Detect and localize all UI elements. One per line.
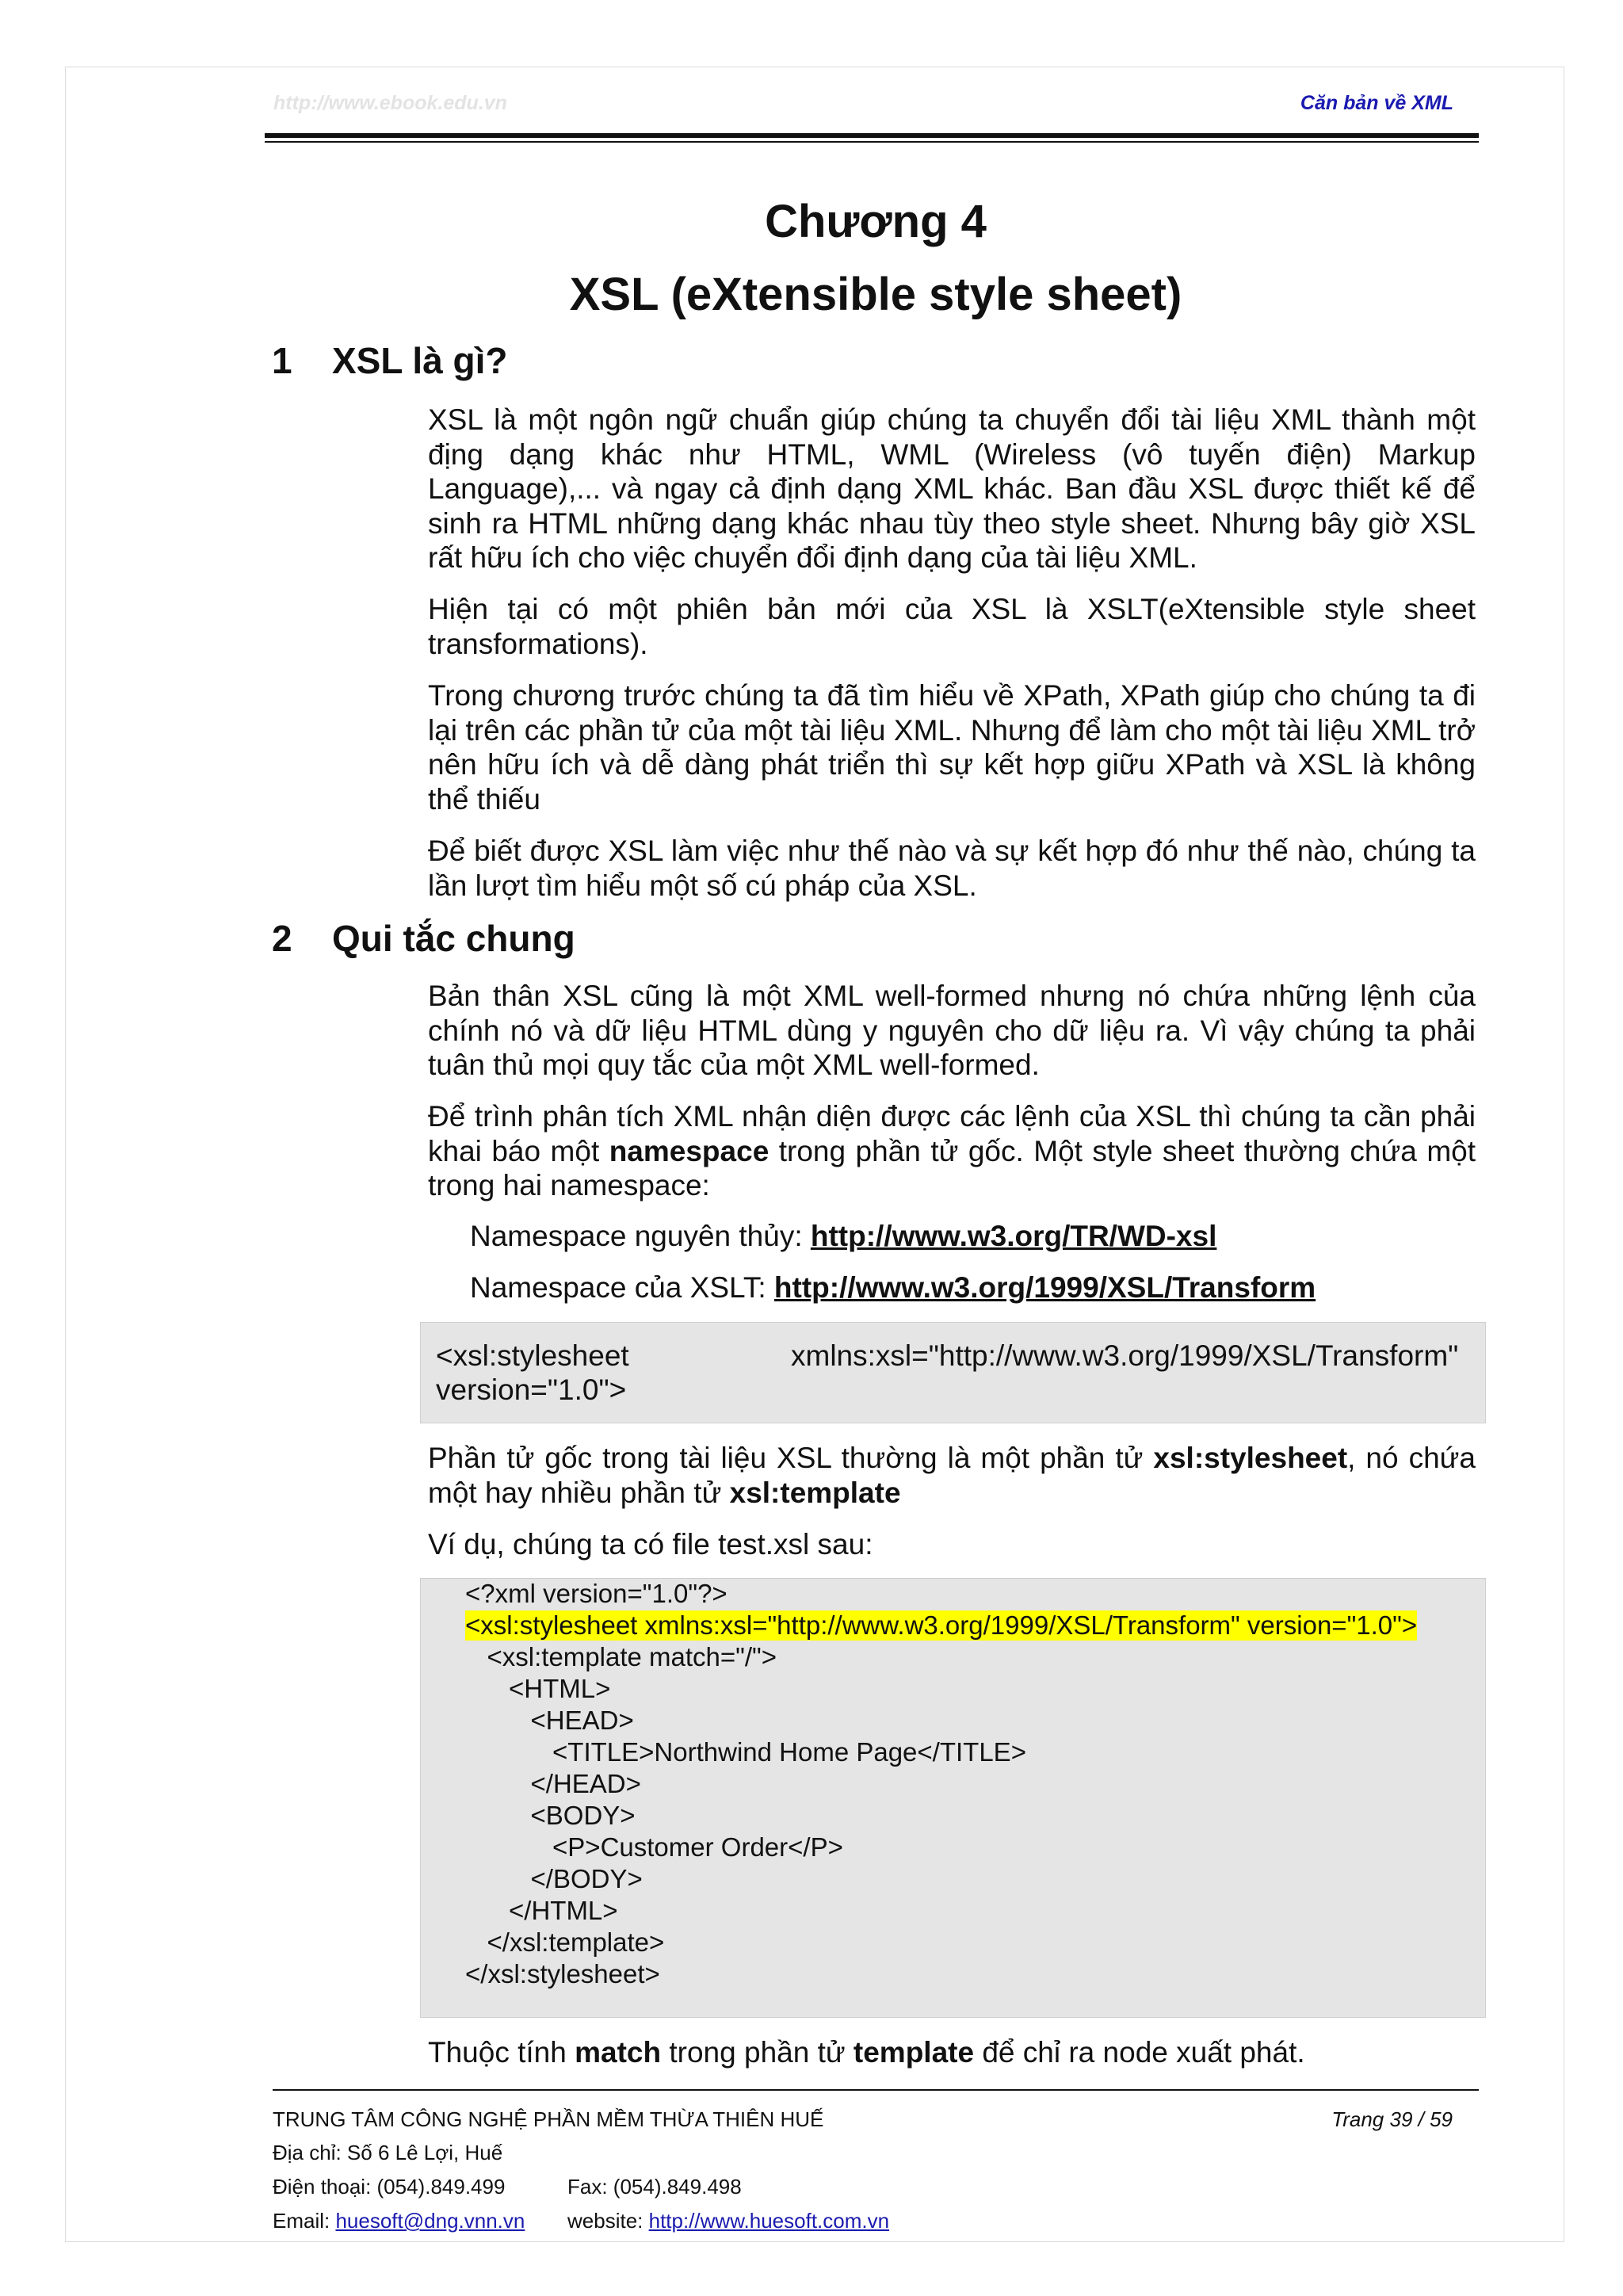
email-link[interactable]: huesoft@dng.vnn.vn (335, 2209, 525, 2233)
section-number: 1 (272, 340, 292, 381)
section-2-heading (272, 917, 575, 960)
code-line: </BODY> (465, 1864, 643, 1893)
paragraph: Ví dụ, chúng ta có file test.xsl sau: (428, 1528, 873, 1561)
bold-term: xsl:stylesheet (1153, 1442, 1348, 1474)
bold-term: namespace (609, 1134, 769, 1167)
namespace-link[interactable]: http://www.w3.org/TR/WD-xsl (810, 1220, 1217, 1252)
chapter-number: Chương 4 (765, 196, 987, 247)
code-line: <TITLE>Northwind Home Page</TITLE> (465, 1737, 1026, 1767)
section-number: 2 (272, 918, 292, 959)
code-line: </HEAD> (465, 1769, 641, 1798)
code-line: <BODY> (465, 1801, 636, 1830)
header-title: Căn bản về XML (1300, 92, 1453, 114)
code-line: </HTML> (465, 1896, 618, 1925)
website-link[interactable]: http://www.huesoft.com.vn (648, 2209, 890, 2233)
code-line: <HEAD> (465, 1706, 634, 1735)
footer-rule (273, 2089, 1479, 2091)
paragraph: Thuộc tính match trong phần tử template để chỉ ra node xuất phát. (428, 2036, 1305, 2069)
page-number: Trang 39 / 59 (1331, 2107, 1453, 2131)
code-line: <P>Customer Order</P> (465, 1832, 843, 1862)
section-1-heading (272, 339, 508, 382)
footer-email: Email: huesoft@dng.vnn.vn (273, 2209, 525, 2233)
code-line: <xsl:stylesheet (436, 1339, 629, 1372)
bold-term: template (853, 2036, 975, 2069)
paragraph: Phần tử gốc trong tài liệu XSL thường là một phần tử xsl:stylesheet, nó chứa một hay nhiều phần tử xsl:template (428, 1442, 1476, 1509)
code-line: <xsl:template match="/"> (465, 1642, 777, 1671)
footer-fax: Fax: (054).849.498 (567, 2175, 742, 2199)
paragraph: Để biết được XSL làm việc như thế nào và sự kết hợp đó như thế nào, chúng ta lần lượt tìm hiểu một số cú pháp của XSL. (428, 835, 1476, 902)
footer-website: website: http://www.huesoft.com.vn (567, 2209, 890, 2233)
code-line: <?xml version="1.0"?> (465, 1579, 727, 1608)
code-line: </xsl:stylesheet> (465, 1959, 660, 1988)
namespace-link[interactable]: http://www.w3.org/1999/XSL/Transform (773, 1271, 1316, 1304)
paragraph: Bản thân XSL cũng là một XML well-formed nhưng nó chứa những lệnh của chính nó và dữ liệu HTML dùng y nguyên cho dữ liệu ra. Vì vậy chúng ta phải tuân thủ mọi quy tắc của một XML well-formed. (428, 980, 1476, 1081)
section-title: XSL là gì? (332, 340, 508, 381)
header-rule-thin (265, 141, 1479, 143)
namespace-original: Namespace nguyên thủy: http://www.w3.org/TR/WD-xsl (470, 1220, 1217, 1252)
code-line-highlighted: <xsl:stylesheet xmlns:xsl="http://www.w3.org/1999/XSL/Transform" version="1.0"> (465, 1610, 1418, 1640)
code-line: <HTML> (465, 1674, 611, 1703)
footer-org: TRUNG TÂM CÔNG NGHỆ PHẦN MỀM THỪA THIÊN HUẾ (273, 2107, 824, 2131)
header-rule (265, 133, 1479, 138)
paragraph: Trong chương trước chúng ta đã tìm hiểu về XPath, XPath giúp cho chúng ta đi lại trên các phần tử của một tài liệu XML. Nhưng để làm cho một tài liệu XML trở nên hữu ích và dễ dàng phát triển thì sự kết hợp giữu XPath và XSL là không thể thiếu (428, 679, 1476, 816)
code-line: </xsl:template> (465, 1927, 665, 1957)
footer-phone: Điện thoại: (054).849.499 (273, 2175, 506, 2199)
header-url: http://www.ebook.edu.vn (273, 92, 507, 114)
chapter-title: XSL (eXtensible style sheet) (569, 269, 1182, 320)
paragraph: XSL là một ngôn ngữ chuẩn giúp chúng ta chuyển đổi tài liệu XML thành một địng dạng khác như HTML, WML (Wireless (vô tuyến điện) Markup Language),... và ngay cả định dạng XML khác. Ban đầu XSL được thiết kế để sinh ra HTML những dạng khác nhau tùy theo style sheet. Nhưng bây giờ XSL rất hữu ích cho việc chuyển đổi định dạng của tài liệu XML. (428, 403, 1476, 574)
paragraph: Hiện tại có một phiên bản mới của XSL là XSLT(eXtensible style sheet transformations). (428, 593, 1476, 660)
code-block (420, 1322, 1486, 1423)
footer-address: Địa chỉ: Số 6 Lê Lợi, Huế (273, 2141, 503, 2164)
section-title: Qui tắc chung (332, 918, 575, 959)
bold-term: xsl:template (729, 1476, 901, 1509)
code-line: xmlns:xsl="http://www.w3.org/1999/XSL/Transform" (791, 1339, 1459, 1372)
paragraph: Để trình phân tích XML nhận diện được các lệnh của XSL thì chúng ta cần phải khai báo một namespace trong phần tử gốc. Một style sheet thường chứa một trong hai namespace: (428, 1100, 1476, 1201)
namespace-xslt: Namespace của XSLT: http://www.w3.org/1999/XSL/Transform (470, 1271, 1316, 1304)
code-line: version="1.0"> (436, 1373, 627, 1406)
bold-term: match (575, 2036, 662, 2069)
code-example-block (420, 1578, 1486, 2018)
